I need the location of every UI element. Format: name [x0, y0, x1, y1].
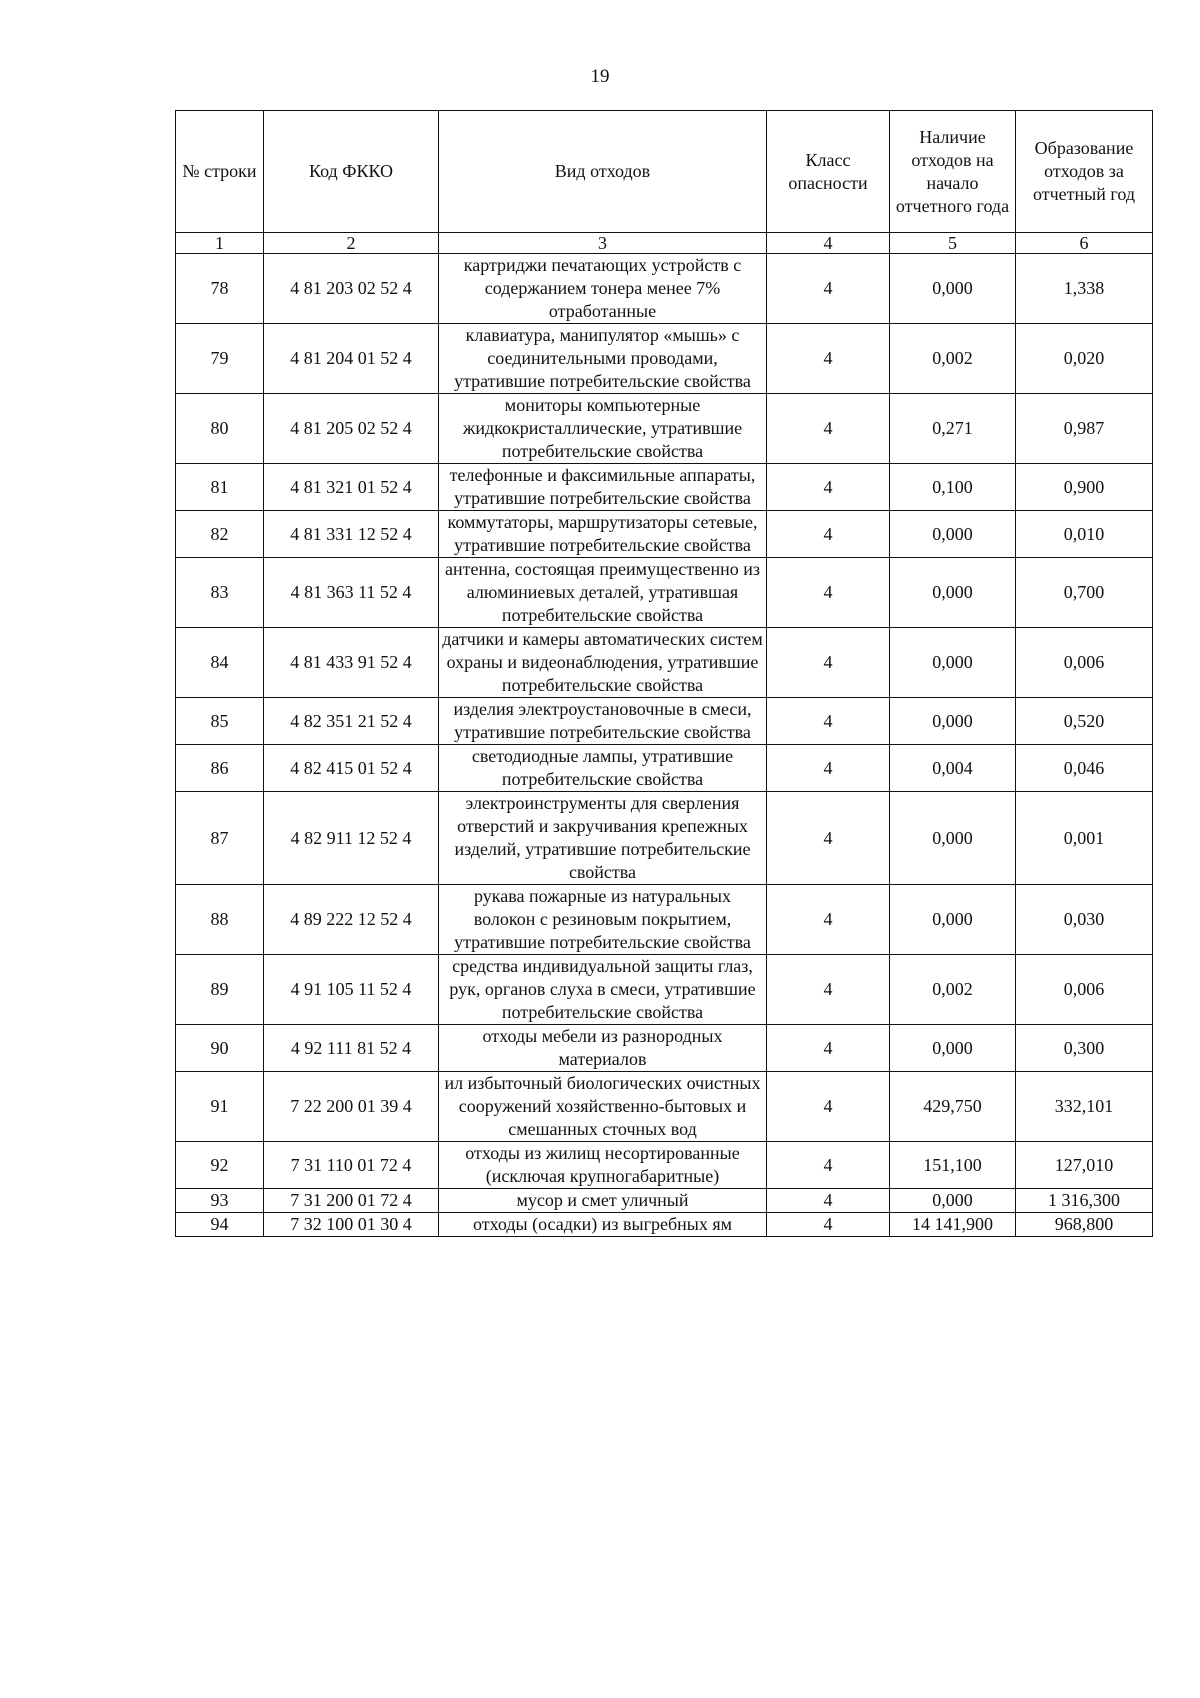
- row-number-cell: 94: [176, 1213, 264, 1237]
- table-row: [176, 792, 1153, 885]
- waste-type-cell: антенна, состоящая преимущественно из алюминиевых деталей, утратившая потребительские свойства: [439, 558, 767, 628]
- header-row-no: № строки: [176, 111, 264, 233]
- table-row: [176, 885, 1153, 955]
- column-number: 2: [264, 233, 439, 254]
- fkko-code-cell: 7 22 200 01 39 4: [264, 1072, 439, 1142]
- hazard-class-cell: 4: [767, 511, 890, 558]
- table-row: [176, 254, 1153, 324]
- waste-type-cell: средства индивидуальной защиты глаз, рук, органов слуха в смеси, утратившие потребительские свойства: [439, 955, 767, 1025]
- hazard-class-cell: 4: [767, 558, 890, 628]
- waste-type-cell: картриджи печатающих устройств с содержанием тонера менее 7% отработанные: [439, 254, 767, 324]
- fkko-code-cell: 4 81 433 91 52 4: [264, 628, 439, 698]
- hazard-class-cell: 4: [767, 792, 890, 885]
- fkko-code-cell: 7 31 200 01 72 4: [264, 1189, 439, 1213]
- hazard-class-cell: 4: [767, 254, 890, 324]
- row-number-cell: 83: [176, 558, 264, 628]
- fkko-code-cell: 4 81 363 11 52 4: [264, 558, 439, 628]
- row-number-cell: 85: [176, 698, 264, 745]
- waste-type-cell: отходы (осадки) из выгребных ям: [439, 1213, 767, 1237]
- row-number-cell: 89: [176, 955, 264, 1025]
- table-row: [176, 394, 1153, 464]
- waste-type-cell: рукава пожарные из натуральных волокон с резиновым покрытием, утратившие потребительские свойства: [439, 885, 767, 955]
- generated-amount-cell: 0,987: [1016, 394, 1153, 464]
- fkko-code-cell: 4 81 331 12 52 4: [264, 511, 439, 558]
- row-number-cell: 82: [176, 511, 264, 558]
- hazard-class-cell: 4: [767, 394, 890, 464]
- waste-type-cell: клавиатура, манипулятор «мышь» с соединительными проводами, утратившие потребительские свойства: [439, 324, 767, 394]
- hazard-class-cell: 4: [767, 1025, 890, 1072]
- table-row: [176, 464, 1153, 511]
- start-amount-cell: 151,100: [890, 1142, 1016, 1189]
- start-amount-cell: 429,750: [890, 1072, 1016, 1142]
- generated-amount-cell: 0,030: [1016, 885, 1153, 955]
- start-amount-cell: 0,000: [890, 511, 1016, 558]
- waste-type-cell: отходы мебели из разнородных материалов: [439, 1025, 767, 1072]
- generated-amount-cell: 0,010: [1016, 511, 1153, 558]
- table-row: [176, 558, 1153, 628]
- fkko-code-cell: 4 81 203 02 52 4: [264, 254, 439, 324]
- hazard-class-cell: 4: [767, 628, 890, 698]
- generated-amount-cell: 127,010: [1016, 1142, 1153, 1189]
- row-number-cell: 79: [176, 324, 264, 394]
- row-number-cell: 87: [176, 792, 264, 885]
- column-number: 1: [176, 233, 264, 254]
- start-amount-cell: 0,100: [890, 464, 1016, 511]
- hazard-class-cell: 4: [767, 324, 890, 394]
- hazard-class-cell: 4: [767, 1072, 890, 1142]
- fkko-code-cell: 4 81 321 01 52 4: [264, 464, 439, 511]
- generated-amount-cell: 968,800: [1016, 1213, 1153, 1237]
- column-number: 4: [767, 233, 890, 254]
- start-amount-cell: 0,000: [890, 1189, 1016, 1213]
- generated-amount-cell: 0,700: [1016, 558, 1153, 628]
- fkko-code-cell: 4 92 111 81 52 4: [264, 1025, 439, 1072]
- fkko-code-cell: 4 82 911 12 52 4: [264, 792, 439, 885]
- waste-type-cell: мониторы компьютерные жидкокристаллические, утратившие потребительские свойства: [439, 394, 767, 464]
- generated-amount-cell: 0,001: [1016, 792, 1153, 885]
- column-number: 3: [439, 233, 767, 254]
- waste-type-cell: отходы из жилищ несортированные (исключая крупногабаритные): [439, 1142, 767, 1189]
- start-amount-cell: 0,000: [890, 1025, 1016, 1072]
- row-number-cell: 84: [176, 628, 264, 698]
- waste-type-cell: коммутаторы, маршрутизаторы сетевые, утратившие потребительские свойства: [439, 511, 767, 558]
- hazard-class-cell: 4: [767, 885, 890, 955]
- generated-amount-cell: 0,900: [1016, 464, 1153, 511]
- start-amount-cell: 0,004: [890, 745, 1016, 792]
- waste-type-cell: телефонные и факсимильные аппараты, утратившие потребительские свойства: [439, 464, 767, 511]
- hazard-class-cell: 4: [767, 698, 890, 745]
- generated-amount-cell: 0,520: [1016, 698, 1153, 745]
- generated-amount-cell: 0,020: [1016, 324, 1153, 394]
- waste-type-cell: электроинструменты для сверления отверстий и закручивания крепежных изделий, утратившие потребительские свойства: [439, 792, 767, 885]
- generated-amount-cell: 0,300: [1016, 1025, 1153, 1072]
- header-start-amount: Наличие отходов на начало отчетного года: [890, 111, 1016, 233]
- hazard-class-cell: 4: [767, 464, 890, 511]
- fkko-code-cell: 4 81 205 02 52 4: [264, 394, 439, 464]
- row-number-cell: 91: [176, 1072, 264, 1142]
- hazard-class-cell: 4: [767, 1189, 890, 1213]
- waste-type-cell: светодиодные лампы, утратившие потребительские свойства: [439, 745, 767, 792]
- row-number-cell: 90: [176, 1025, 264, 1072]
- fkko-code-cell: 7 32 100 01 30 4: [264, 1213, 439, 1237]
- start-amount-cell: 0,002: [890, 324, 1016, 394]
- generated-amount-cell: 1 316,300: [1016, 1189, 1153, 1213]
- start-amount-cell: 0,271: [890, 394, 1016, 464]
- start-amount-cell: 0,000: [890, 698, 1016, 745]
- waste-type-cell: изделия электроустановочные в смеси, утратившие потребительские свойства: [439, 698, 767, 745]
- table-row: [176, 955, 1153, 1025]
- row-number-cell: 88: [176, 885, 264, 955]
- hazard-class-cell: 4: [767, 1142, 890, 1189]
- waste-table: [175, 110, 1153, 1237]
- waste-type-cell: датчики и камеры автоматических систем охраны и видеонаблюдения, утратившие потребительские свойства: [439, 628, 767, 698]
- row-number-cell: 81: [176, 464, 264, 511]
- generated-amount-cell: 332,101: [1016, 1072, 1153, 1142]
- fkko-code-cell: 4 89 222 12 52 4: [264, 885, 439, 955]
- table-row: [176, 1189, 1153, 1213]
- hazard-class-cell: 4: [767, 1213, 890, 1237]
- table-row: [176, 511, 1153, 558]
- table-row: [176, 1025, 1153, 1072]
- column-number-row: [176, 233, 1153, 254]
- table-row: [176, 628, 1153, 698]
- row-number-cell: 93: [176, 1189, 264, 1213]
- generated-amount-cell: 0,006: [1016, 628, 1153, 698]
- waste-type-cell: мусор и смет уличный: [439, 1189, 767, 1213]
- column-number: 5: [890, 233, 1016, 254]
- start-amount-cell: 0,000: [890, 792, 1016, 885]
- page-number: 19: [590, 66, 610, 87]
- start-amount-cell: 0,000: [890, 558, 1016, 628]
- table-row: [176, 1142, 1153, 1189]
- hazard-class-cell: 4: [767, 955, 890, 1025]
- fkko-code-cell: 7 31 110 01 72 4: [264, 1142, 439, 1189]
- generated-amount-cell: 1,338: [1016, 254, 1153, 324]
- table-row: [176, 698, 1153, 745]
- table-row: [176, 324, 1153, 394]
- table-row: [176, 745, 1153, 792]
- header-type: Вид отходов: [439, 111, 767, 233]
- fkko-code-cell: 4 82 351 21 52 4: [264, 698, 439, 745]
- header-hazard: Класс опасности: [767, 111, 890, 233]
- start-amount-cell: 0,000: [890, 254, 1016, 324]
- generated-amount-cell: 0,006: [1016, 955, 1153, 1025]
- header-generated: Образование отходов за отчетный год: [1016, 111, 1153, 233]
- row-number-cell: 86: [176, 745, 264, 792]
- start-amount-cell: 0,002: [890, 955, 1016, 1025]
- table-body: [176, 254, 1153, 1237]
- fkko-code-cell: 4 82 415 01 52 4: [264, 745, 439, 792]
- start-amount-cell: 0,000: [890, 885, 1016, 955]
- column-number: 6: [1016, 233, 1153, 254]
- header-code: Код ФККО: [264, 111, 439, 233]
- row-number-cell: 78: [176, 254, 264, 324]
- start-amount-cell: 0,000: [890, 628, 1016, 698]
- table-row: [176, 1072, 1153, 1142]
- fkko-code-cell: 4 81 204 01 52 4: [264, 324, 439, 394]
- hazard-class-cell: 4: [767, 745, 890, 792]
- fkko-code-cell: 4 91 105 11 52 4: [264, 955, 439, 1025]
- row-number-cell: 80: [176, 394, 264, 464]
- waste-type-cell: ил избыточный биологических очистных сооружений хозяйственно-бытовых и смешанных сточных вод: [439, 1072, 767, 1142]
- row-number-cell: 92: [176, 1142, 264, 1189]
- generated-amount-cell: 0,046: [1016, 745, 1153, 792]
- start-amount-cell: 14 141,900: [890, 1213, 1016, 1237]
- table-row: [176, 1213, 1153, 1237]
